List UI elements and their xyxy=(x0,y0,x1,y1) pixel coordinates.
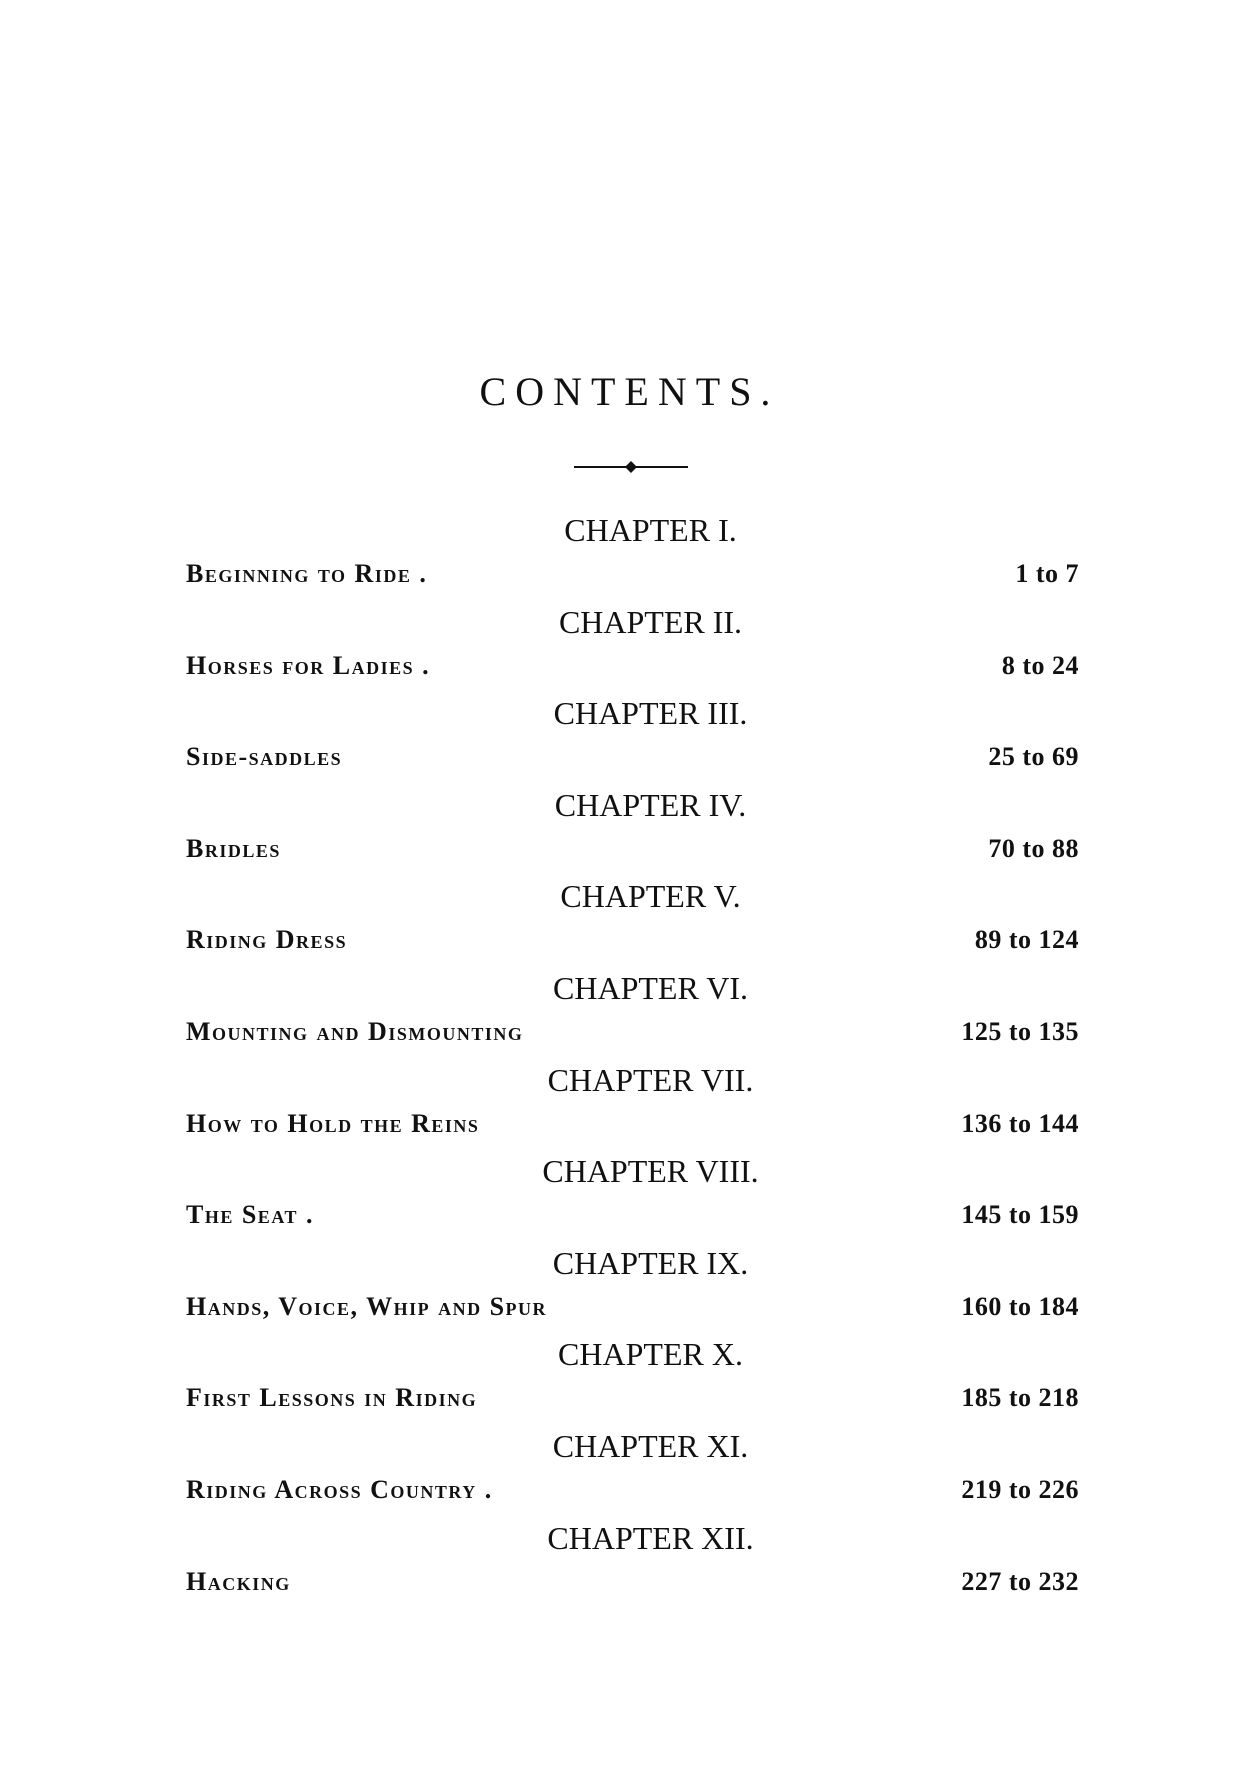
toc-entry xyxy=(186,1155,1079,1247)
toc-entry xyxy=(186,969,1079,1064)
entry-row xyxy=(186,1202,1079,1228)
chapter-title: Mounting and Dismounting xyxy=(186,1016,524,1046)
chapter-heading: CHAPTER VIII. xyxy=(542,1153,759,1190)
chapter-heading: CHAPTER XI. xyxy=(552,1427,749,1464)
toc-entry xyxy=(186,880,1079,972)
page-title: CONTENTS. xyxy=(479,369,780,414)
chapter-heading: CHAPTER III. xyxy=(553,695,748,732)
page-range: 1 to 7 xyxy=(1015,559,1079,588)
chapter-title: Hands, Voice, Whip and Spur xyxy=(186,1291,548,1321)
page-range: 8 to 24 xyxy=(1001,650,1079,680)
entry-row xyxy=(186,833,1079,863)
toc-entry xyxy=(186,514,1079,606)
chapter-heading: CHAPTER I. xyxy=(564,512,737,548)
entry-row xyxy=(186,1016,1079,1046)
page-range: 136 to 144 xyxy=(961,1108,1079,1138)
entry-row xyxy=(186,561,1079,587)
entry-row xyxy=(186,1566,1079,1596)
entry-row xyxy=(186,744,1079,770)
page-range: 219 to 226 xyxy=(961,1474,1079,1504)
entry-row xyxy=(186,1474,1079,1504)
entry-row xyxy=(186,927,1079,953)
page-range: 125 to 135 xyxy=(961,1016,1079,1046)
chapter-heading: CHAPTER VI. xyxy=(553,969,748,1006)
page-range: 160 to 184 xyxy=(961,1291,1079,1321)
toc-entry xyxy=(186,1244,1079,1339)
toc-entry xyxy=(186,603,1079,698)
entry-row xyxy=(186,1108,1079,1138)
chapter-title: Horses for Ladies . xyxy=(186,650,431,680)
chapter-title: The Seat . xyxy=(186,1200,314,1230)
chapter-title: How to Hold the Reins xyxy=(186,1108,480,1138)
page-range: 145 to 159 xyxy=(961,1200,1079,1230)
chapter-title: Hacking xyxy=(186,1566,291,1596)
rule-diamond-icon xyxy=(574,460,688,474)
toc-entry xyxy=(186,697,1079,789)
chapter-heading: CHAPTER XII. xyxy=(547,1519,754,1556)
entry-row xyxy=(186,1291,1079,1321)
toc-entry xyxy=(186,1338,1079,1430)
entry-row xyxy=(186,1385,1079,1411)
chapter-heading: CHAPTER X. xyxy=(558,1336,743,1373)
chapter-title: Beginning to Ride . xyxy=(186,559,428,588)
page-range: 89 to 124 xyxy=(974,925,1079,955)
chapter-title: Riding Across Country . xyxy=(186,1474,493,1504)
toc-entry xyxy=(186,1427,1079,1522)
toc-entry xyxy=(186,1519,1079,1614)
page-range: 25 to 69 xyxy=(988,742,1079,772)
page-range: 70 to 88 xyxy=(988,833,1079,863)
chapter-heading: CHAPTER V. xyxy=(560,878,741,915)
chapter-heading: CHAPTER IX. xyxy=(552,1244,749,1281)
chapter-heading: CHAPTER IV. xyxy=(554,786,747,823)
page-range: 227 to 232 xyxy=(961,1566,1079,1596)
chapter-heading: CHAPTER VII. xyxy=(547,1061,754,1098)
table-of-contents xyxy=(186,514,1079,1613)
toc-entry xyxy=(186,1061,1079,1156)
chapter-heading: CHAPTER II. xyxy=(558,603,743,640)
chapter-title: Side-saddles xyxy=(186,742,343,772)
chapter-title: Bridles xyxy=(186,833,281,863)
toc-entry xyxy=(186,786,1079,881)
entry-row xyxy=(186,650,1079,680)
chapter-title: Riding Dress xyxy=(186,925,348,955)
page-range: 185 to 218 xyxy=(961,1383,1079,1413)
chapter-title: First Lessons in Riding xyxy=(186,1383,478,1413)
